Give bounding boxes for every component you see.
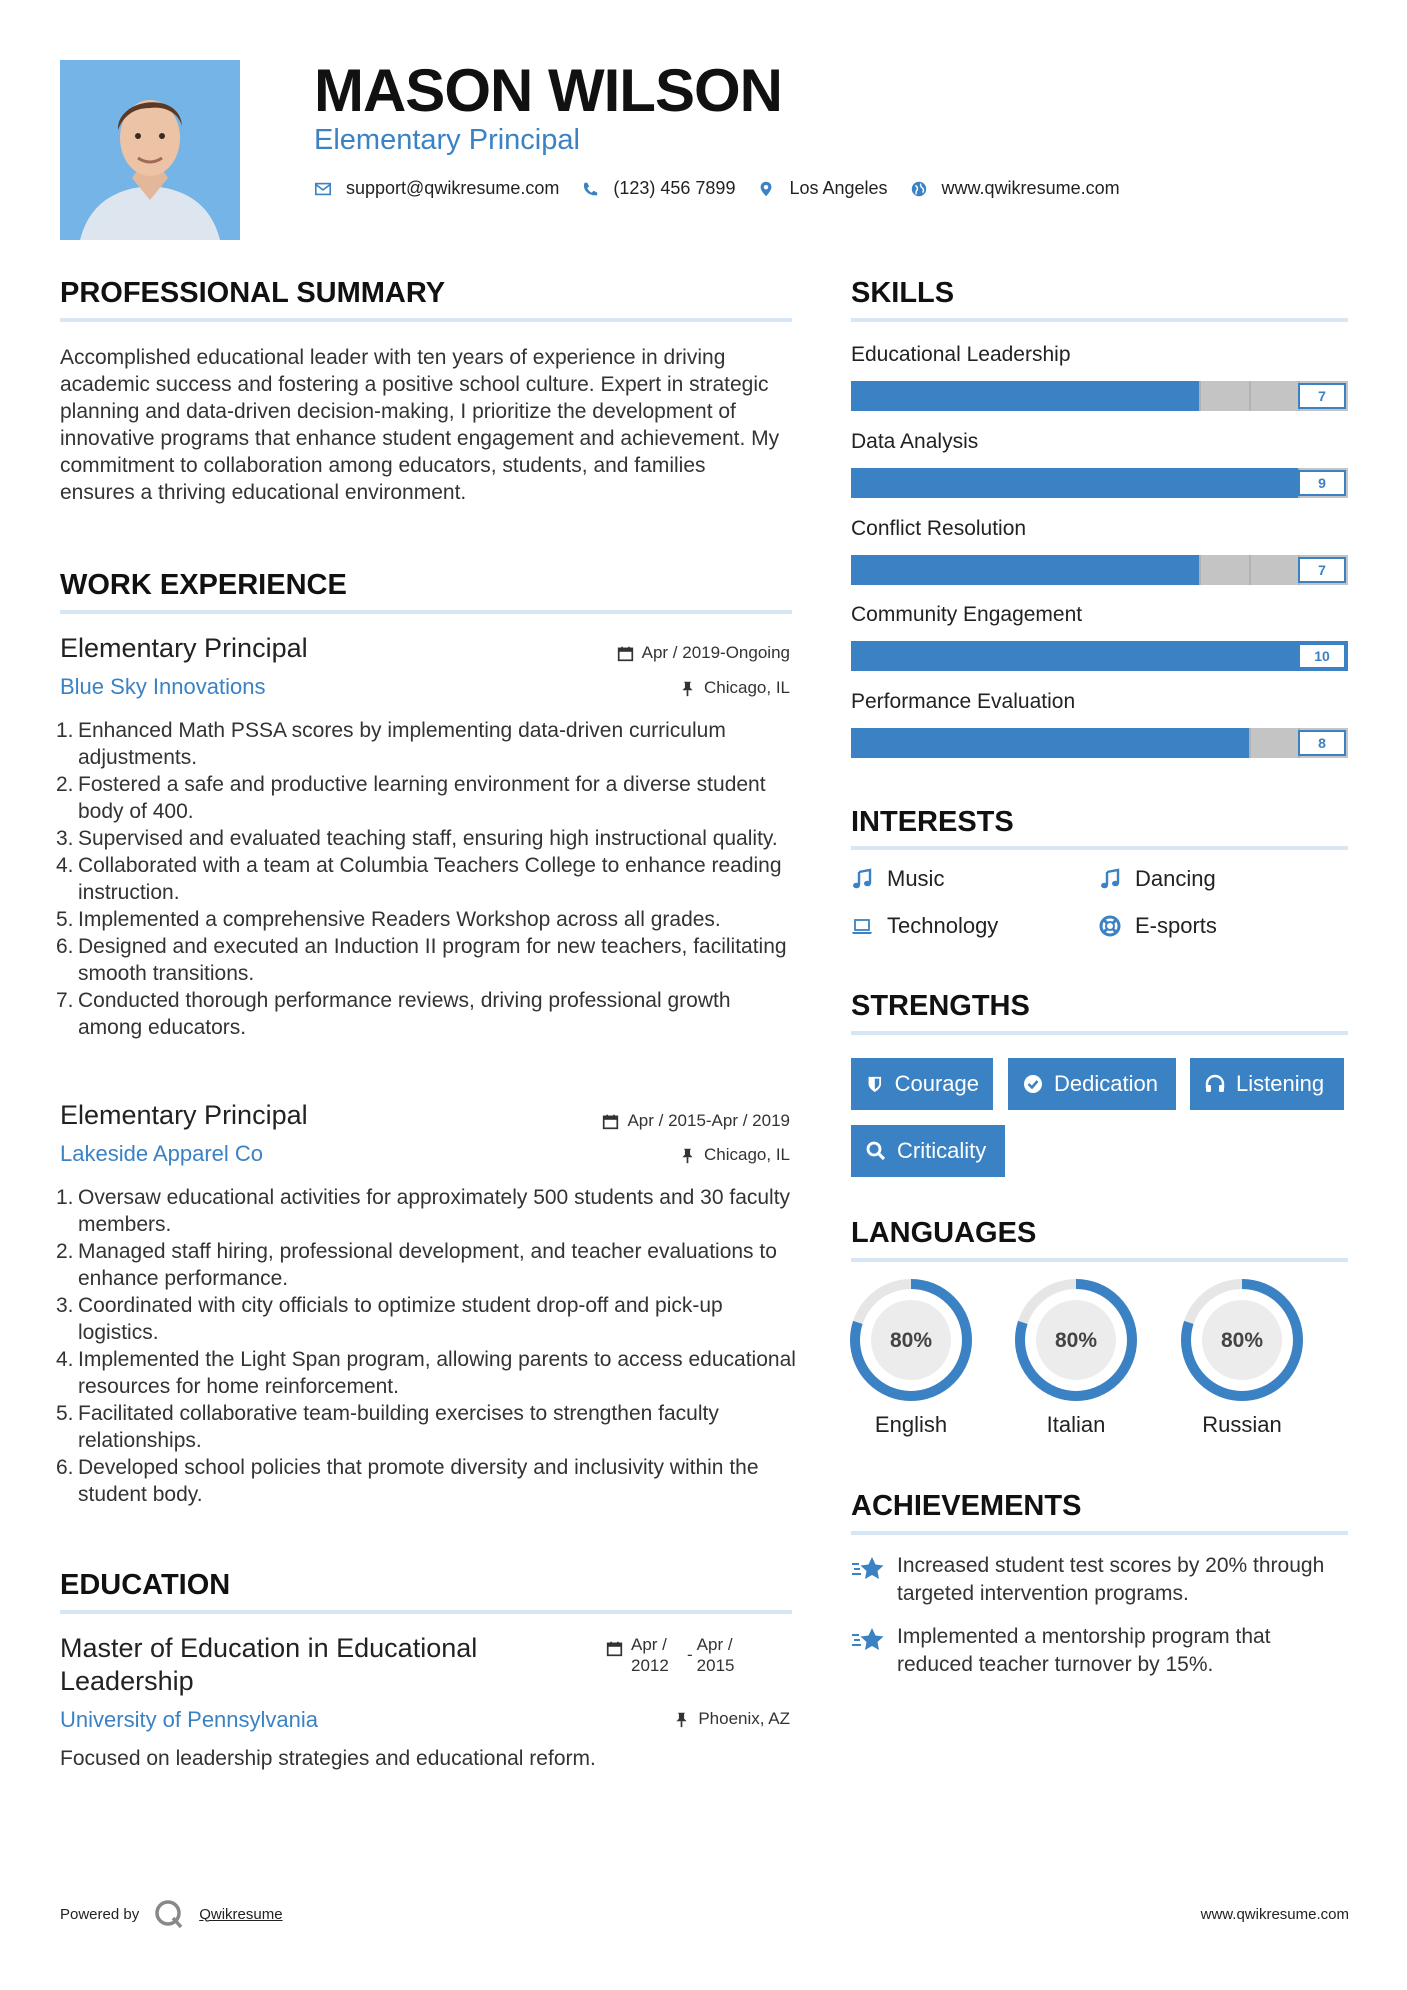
search-icon [865, 1140, 887, 1162]
job-title: Elementary Principal [60, 633, 308, 663]
pushpin-icon [673, 1711, 690, 1728]
skill-score: 10 [1298, 643, 1346, 669]
skill-bar-segment [1199, 555, 1201, 585]
education-description: Focused on leadership strategies and educational reform. [60, 1747, 596, 1770]
job-location: Chicago, IL [679, 678, 790, 698]
headphones-icon [1204, 1073, 1226, 1095]
skill-bar-fill [851, 728, 1249, 758]
section-title-experience: WORK EXPERIENCE [60, 569, 347, 601]
skill-bar [851, 381, 1348, 411]
interest-item: Dancing [1099, 866, 1216, 892]
language-gauge [1180, 1278, 1304, 1402]
section-divider [851, 1531, 1348, 1535]
language-item [849, 1278, 973, 1438]
school-name[interactable]: University of Pennsylvania [60, 1707, 319, 1732]
list-item: 6. Designed and executed an Induction II program for new teachers, facilitating smooth transitions. [56, 935, 787, 985]
language-item [1180, 1278, 1304, 1438]
skill-bar-fill [851, 381, 1199, 411]
section-title-skills: SKILLS [851, 277, 955, 309]
strength-badge: Dedication [1008, 1058, 1176, 1110]
section-divider [851, 1031, 1348, 1035]
skill-bar-segment [1249, 555, 1251, 585]
skill-label: Performance Evaluation [851, 690, 1076, 713]
section-divider [60, 318, 792, 322]
language-percent: 80% [889, 1329, 933, 1352]
skill-bar [851, 555, 1348, 585]
summary-text: Accomplished educational leader with ten years of experience in driving academic success and fostering a positive school culture. Expert in strategic planning and data-driven decision-making, I prioritize the development of innovative programs that enhance student engagement and achievement. My commitment to collaboration among educators, students, and families ensures a thriving educational environment. [60, 346, 780, 504]
shield-icon [865, 1073, 885, 1095]
list-item: 3. Coordinated with city officials to optimize student drop-off and pick-up logistics. [56, 1294, 723, 1344]
footer-brand-link[interactable]: Qwikresume [199, 1905, 283, 1923]
calendar-icon [602, 1113, 619, 1130]
list-item: 4. Implemented the Light Span program, allowing parents to access educational resources for home reinforcement. [56, 1348, 796, 1398]
skill-bar-segment [1249, 381, 1251, 411]
skill-score: 8 [1298, 730, 1346, 756]
pushpin-icon [679, 1147, 696, 1164]
laptop-icon [851, 915, 873, 937]
phone-icon [581, 180, 599, 198]
language-name: English [874, 1412, 948, 1437]
section-divider [851, 1258, 1348, 1262]
job-date: Apr / 2019-Ongoing [617, 643, 790, 663]
footer-website[interactable]: www.qwikresume.com [1200, 1906, 1349, 1923]
footer-powered-by: Powered by Qwikresume [60, 1898, 283, 1930]
skill-label: Educational Leadership [851, 343, 1071, 366]
list-item: 7. Conducted thorough performance reviews, driving professional growth among educators. [56, 989, 731, 1039]
skill-bar [851, 641, 1348, 671]
candidate-title: Elementary Principal [314, 124, 580, 156]
section-divider [851, 318, 1348, 322]
job-company[interactable]: Blue Sky Innovations [60, 674, 266, 699]
contact-bar [314, 178, 1142, 199]
strength-badge: Courage [851, 1058, 993, 1110]
section-divider [60, 610, 792, 614]
contact-location: Los Angeles [757, 178, 887, 199]
language-name: Russian [1202, 1412, 1282, 1437]
music-icon [1099, 868, 1121, 890]
strength-badge: Criticality [851, 1125, 1005, 1177]
language-percent: 80% [1054, 1329, 1098, 1352]
list-item: 1. Oversaw educational activities for approximately 500 students and 30 faculty members. [56, 1186, 791, 1236]
calendar-icon [617, 645, 634, 662]
list-item: 4. Collaborated with a team at Columbia Teachers College to enhance reading instruction. [56, 854, 782, 904]
section-divider [60, 1610, 792, 1614]
achievement-item: Increased student test scores by 20% through targeted intervention programs. [851, 1552, 1348, 1608]
contact-website[interactable]: www.qwikresume.com [910, 178, 1120, 199]
contact-email[interactable]: support@qwikresume.com [314, 178, 559, 199]
skill-bar [851, 468, 1348, 498]
education-location: Phoenix, AZ [673, 1709, 790, 1729]
skill-bar-segment [1249, 728, 1251, 758]
globe-icon [910, 180, 928, 198]
list-item: 5. Facilitated collaborative team-building exercises to strengthen faculty relationships. [56, 1402, 719, 1452]
lifebuoy-icon [1099, 915, 1121, 937]
skill-bar-fill [851, 641, 1348, 671]
section-title-interests: INTERESTS [851, 806, 1014, 838]
qwikresume-logo-icon [153, 1898, 185, 1930]
pushpin-icon [679, 680, 696, 697]
language-gauge [1014, 1278, 1138, 1402]
list-item: 3. Supervised and evaluated teaching staff, ensuring high instructional quality. [56, 827, 778, 850]
contact-phone[interactable]: (123) 456 7899 [581, 178, 735, 199]
envelope-icon [314, 180, 332, 198]
interest-item: E-sports [1099, 913, 1217, 939]
list-item: 6. Developed school policies that promote diversity and inclusivity within the student body. [56, 1456, 759, 1506]
job-company[interactable]: Lakeside Apparel Co [60, 1141, 264, 1166]
achievement-item: Implemented a mentorship program that reduced teacher turnover by 15%. [851, 1623, 1348, 1679]
section-title-summary: PROFESSIONAL SUMMARY [60, 277, 446, 309]
skill-score: 7 [1298, 557, 1346, 583]
job-title: Elementary Principal [60, 1100, 308, 1130]
calendar-icon [606, 1640, 623, 1657]
list-item: 2. Fostered a safe and productive learning environment for a diverse student body of 400. [56, 773, 766, 823]
skill-label: Data Analysis [851, 430, 979, 453]
language-name: Italian [1046, 1412, 1106, 1437]
job-bullets [56, 717, 796, 1041]
language-item [1014, 1278, 1138, 1438]
section-title-achievements: ACHIEVEMENTS [851, 1490, 1082, 1522]
list-item: 1. Enhanced Math PSSA scores by implementing data-driven curriculum adjustments. [56, 719, 726, 769]
list-item: 2. Managed staff hiring, professional development, and teacher evaluations to enhance performance. [56, 1240, 777, 1290]
interest-item: Technology [851, 913, 998, 939]
check-circle-icon [1022, 1073, 1044, 1095]
skill-bar [851, 728, 1348, 758]
skill-bar-fill [851, 468, 1298, 498]
skill-score: 9 [1298, 470, 1346, 496]
degree-title: Master of Education in Educational Leadership [60, 1633, 478, 1696]
language-percent: 80% [1220, 1329, 1264, 1352]
list-item: 5. Implemented a comprehensive Readers Workshop across all grades. [56, 908, 721, 931]
skill-bar-segment [1199, 381, 1201, 411]
skill-label: Conflict Resolution [851, 517, 1027, 540]
candidate-name: MASON WILSON [314, 57, 782, 124]
skill-label: Community Engagement [851, 603, 1083, 626]
section-title-languages: LANGUAGES [851, 1217, 1037, 1249]
section-title-education: EDUCATION [60, 1569, 231, 1601]
map-pin-icon [757, 180, 775, 198]
skill-bar-fill [851, 555, 1199, 585]
education-date: Apr / 2012 - Apr / 2015 [606, 1634, 741, 1676]
strength-badge: Listening [1190, 1058, 1344, 1110]
interest-item: Music [851, 866, 944, 892]
language-gauge [849, 1278, 973, 1402]
section-divider [851, 846, 1348, 850]
job-date: Apr / 2015-Apr / 2019 [602, 1111, 790, 1131]
skill-score: 7 [1298, 383, 1346, 409]
section-title-strengths: STRENGTHS [851, 990, 1030, 1022]
music-icon [851, 868, 873, 890]
job-location: Chicago, IL [679, 1145, 790, 1165]
star-icon [851, 1625, 885, 1655]
job-bullets [56, 1184, 796, 1508]
star-icon [851, 1554, 885, 1584]
profile-photo [60, 60, 240, 240]
